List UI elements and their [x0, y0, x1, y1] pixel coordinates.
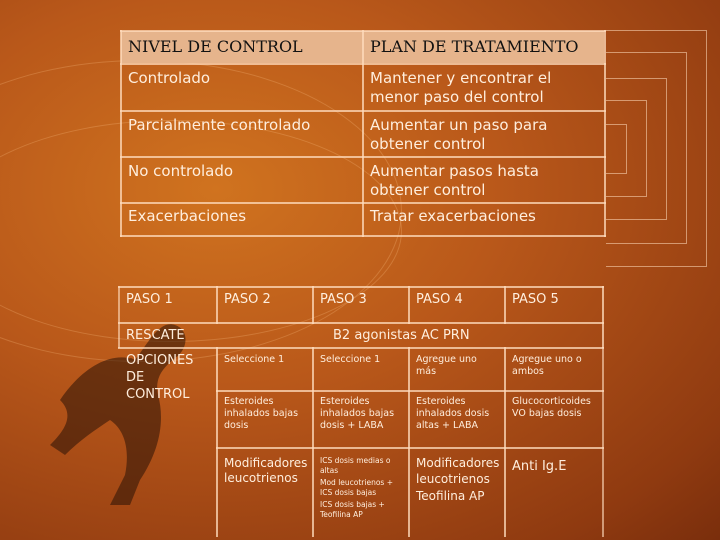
level-parcial: Parcialmente controlado [128, 116, 311, 134]
step-2-header: PASO 2 [224, 292, 271, 307]
step-5-header: PASO 5 [512, 292, 559, 307]
opciones-label-line1: OPCIONES [126, 353, 194, 368]
plan-controlado-line1: Mantener y encontrar el [370, 69, 552, 87]
paso5-steroids-line2: VO bajas dosis [512, 408, 582, 419]
plan-no-controlado-line1: Aumentar pasos hasta [370, 162, 539, 180]
paso5-select-line2: ambos [512, 366, 544, 377]
header-plan-tratamiento: PLAN DE TRATAMIENTO [370, 37, 579, 56]
level-controlado: Controlado [128, 69, 211, 87]
paso5-other: Anti Ig.E [512, 459, 567, 474]
paso4-other-line1: Modificadores [416, 456, 500, 470]
paso4-other-line3: Teofilina AP [416, 489, 485, 503]
paso2-select: Seleccione 1 [224, 354, 285, 365]
plan-controlado-line2: menor paso del control [370, 88, 544, 106]
plan-parcial-line1: Aumentar un paso para [370, 116, 548, 134]
step-4-header: PASO 4 [416, 292, 463, 307]
paso3-steroids-line1: Esteroides [320, 396, 370, 407]
paso2-other-line2: leucotrienos [224, 471, 298, 485]
paso2-steroids-line1: Esteroides [224, 396, 274, 407]
paso2-other-line1: Modificadores [224, 456, 308, 470]
level-exacerbaciones: Exacerbaciones [128, 207, 247, 225]
paso3-select: Seleccione 1 [320, 354, 381, 365]
paso4-steroids-line1: Esteroides [416, 396, 466, 407]
step-1-header: PASO 1 [126, 292, 173, 307]
level-no-controlado: No controlado [128, 162, 234, 180]
paso4-select-line1: Agregue uno [416, 354, 477, 365]
decor-bracket [606, 124, 627, 174]
paso3-steroids-line2: inhalados bajas [320, 408, 395, 419]
paso4-select-line2: más [416, 366, 437, 377]
paso3-other-line4: ICS dosis bajas [320, 488, 377, 497]
rescate-value: B2 agonistas AC PRN [333, 328, 470, 343]
paso5-steroids-line1: Glucocorticoides [512, 396, 591, 407]
paso2-steroids-line2: inhalados bajas [224, 408, 299, 419]
paso2-steroids-line3: dosis [224, 420, 249, 431]
paso3-other-line1: ICS dosis medias o [320, 456, 391, 465]
plan-exacerbaciones: Tratar exacerbaciones [370, 207, 536, 225]
paso3-steroids-line3: dosis + LABA [320, 420, 384, 431]
opciones-label-line2: DE [126, 370, 145, 385]
paso4-steroids-line2: inhalados dosis [416, 408, 490, 419]
header-nivel-control: NIVEL DE CONTROL [128, 37, 303, 56]
paso3-other-line2: altas [320, 466, 339, 475]
opciones-label-line3: CONTROL [126, 387, 190, 402]
paso5-select-line1: Agregue uno o [512, 354, 582, 365]
paso4-steroids-line3: altas + LABA [416, 420, 478, 431]
paso3-other-line3: Mod leucotrienos + [320, 478, 394, 487]
paso3-other-line5: ICS dosis bajas + [320, 500, 385, 509]
paso3-other-line6: Teofilina AP [320, 510, 363, 519]
plan-parcial-line2: obtener control [370, 135, 486, 153]
rescate-label: RESCATE [126, 328, 185, 343]
plan-no-controlado-line2: obtener control [370, 181, 486, 199]
paso4-other-line2: leucotrienos [416, 472, 490, 486]
step-3-header: PASO 3 [320, 292, 367, 307]
